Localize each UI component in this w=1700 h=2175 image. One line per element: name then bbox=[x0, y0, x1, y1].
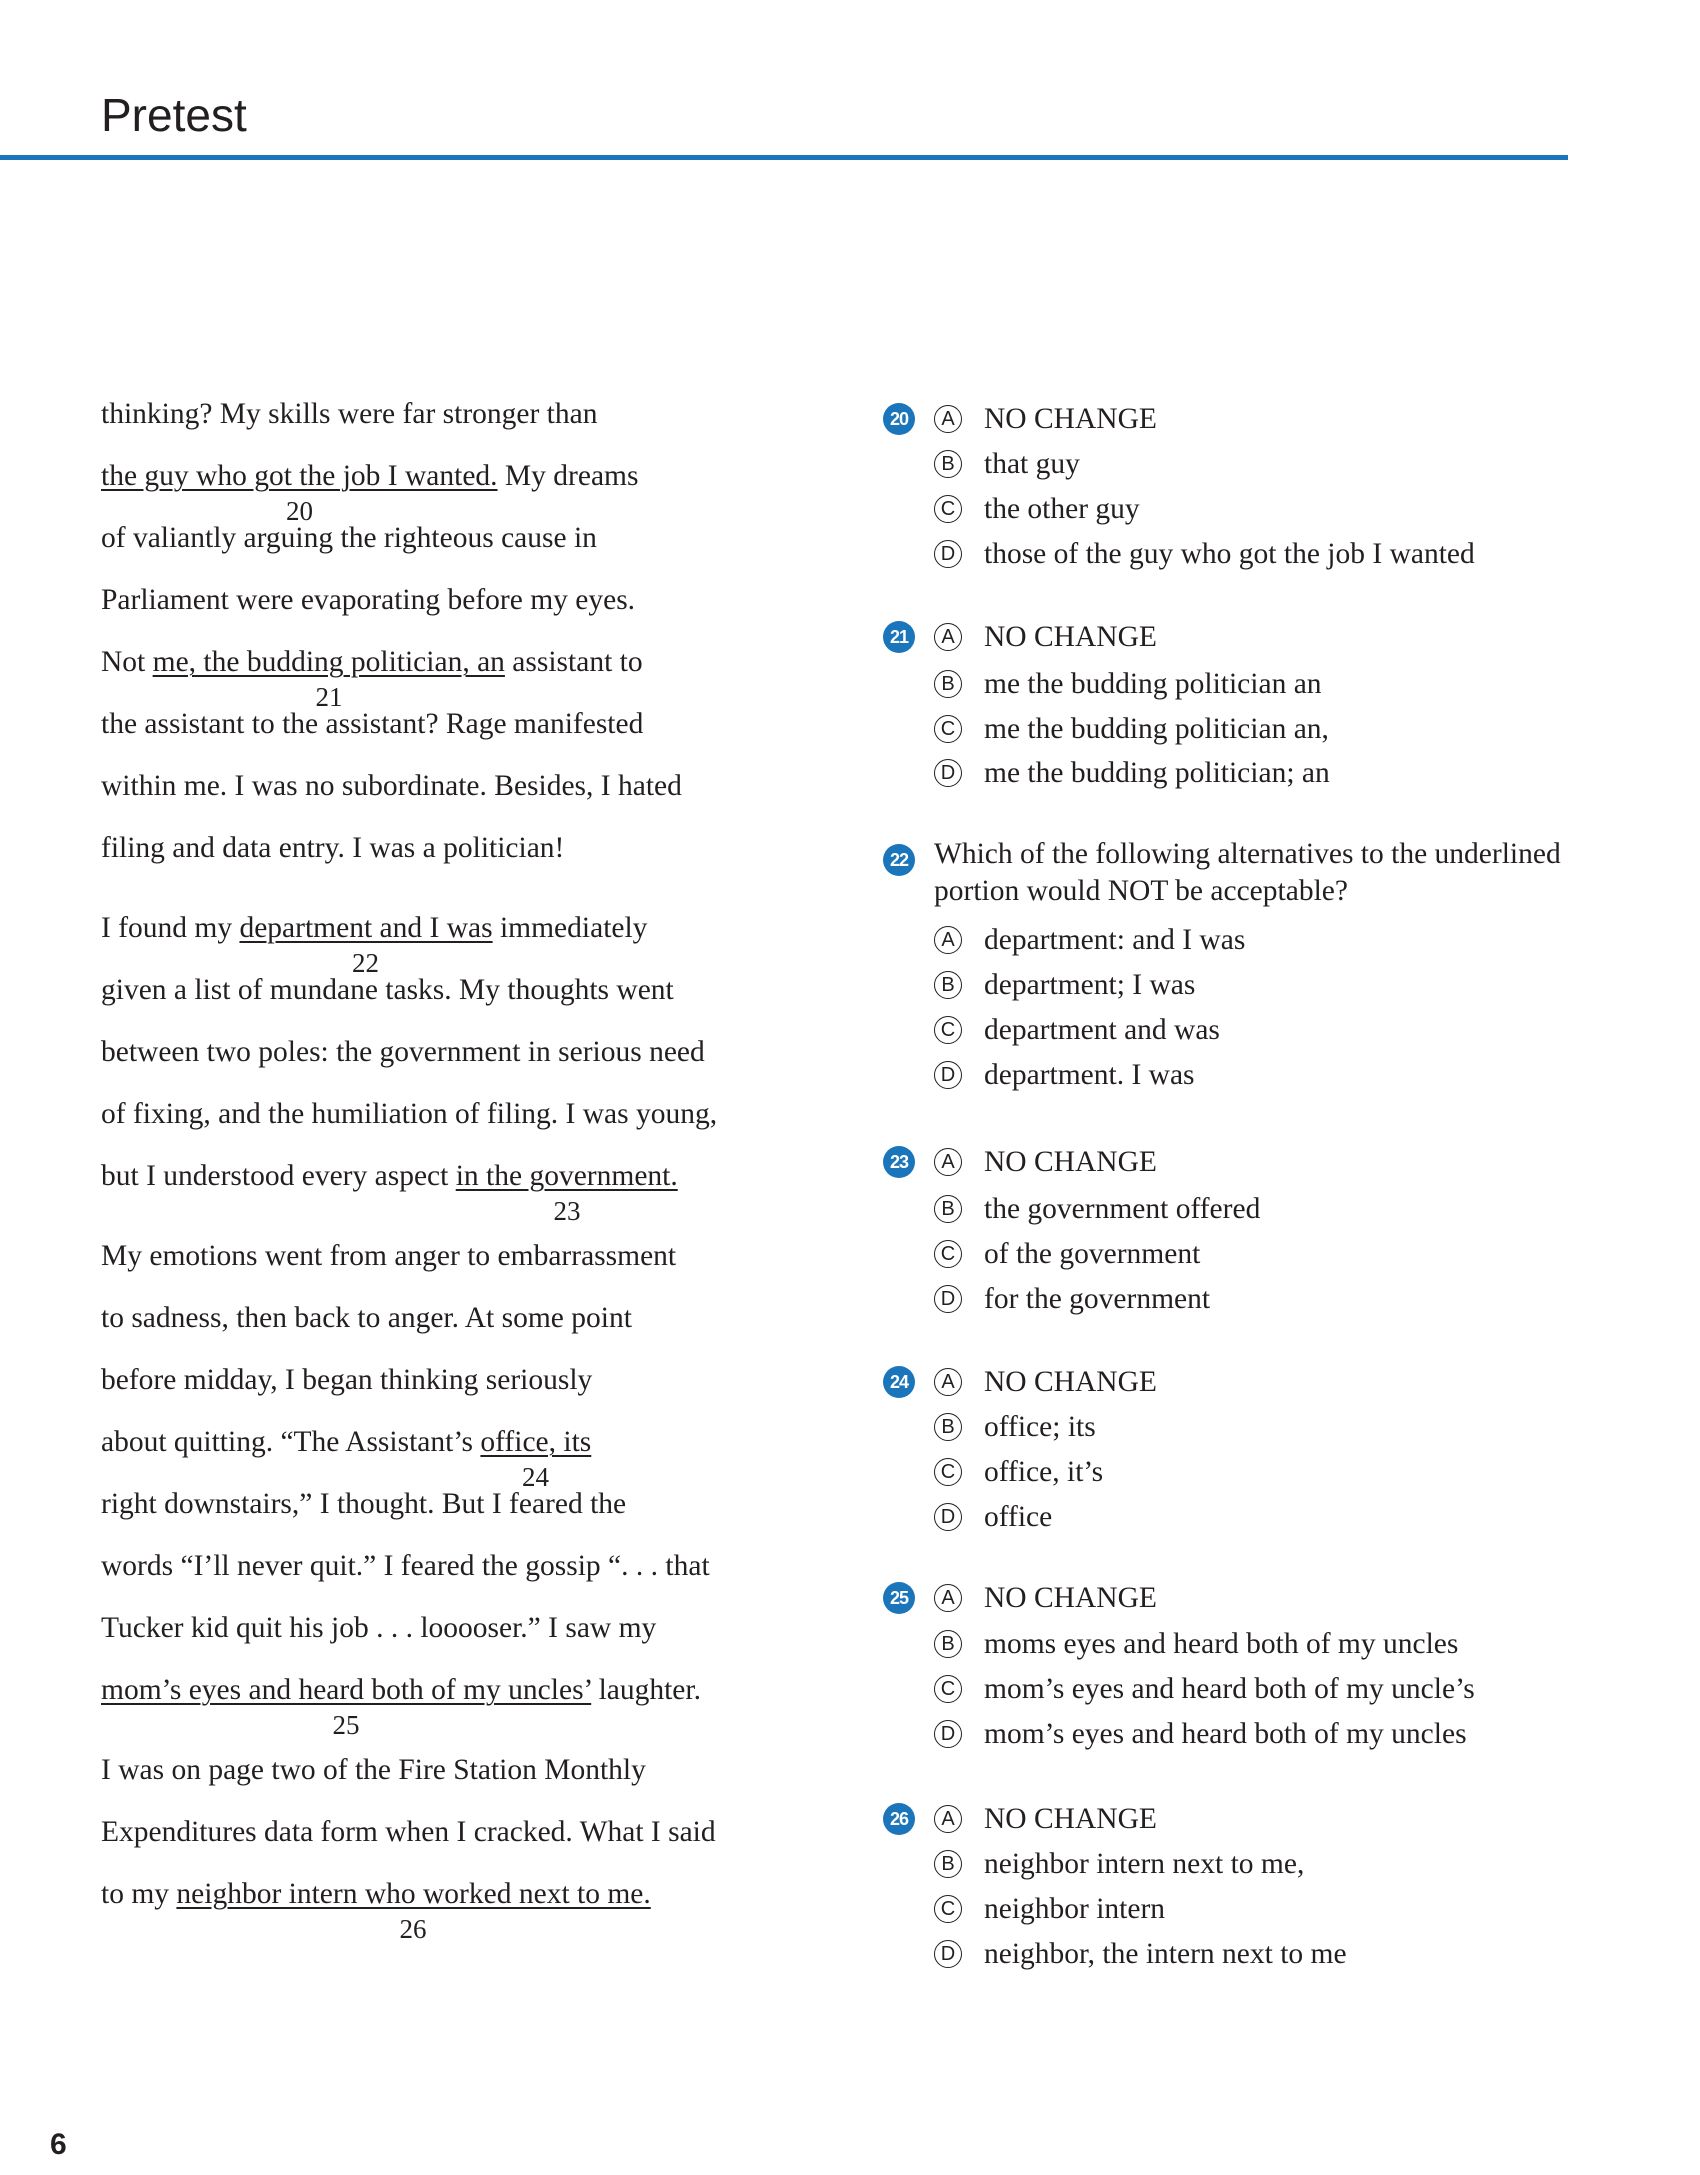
option-text: office bbox=[984, 1500, 1053, 1533]
option-letter-circle: B bbox=[934, 1850, 962, 1878]
option-letter-circle: A bbox=[934, 1368, 962, 1396]
option-text: neighbor, the intern next to me bbox=[984, 1937, 1347, 1970]
option-text: NO CHANGE bbox=[984, 402, 1157, 435]
passage-line bbox=[101, 396, 597, 432]
option-letter-circle: A bbox=[934, 405, 962, 433]
answer-option-d[interactable] bbox=[934, 536, 1475, 572]
passage-line bbox=[101, 582, 635, 618]
page-title: Pretest bbox=[101, 89, 247, 141]
answer-option-c[interactable] bbox=[934, 1454, 1103, 1490]
option-text: office, it’s bbox=[984, 1455, 1104, 1488]
option-letter-circle: B bbox=[934, 971, 962, 999]
passage-line bbox=[101, 520, 597, 556]
option-text: the other guy bbox=[984, 492, 1140, 525]
underlined-portion: mom’s eyes and heard both of my uncles’ bbox=[101, 1674, 592, 1706]
option-letter-circle: D bbox=[934, 540, 962, 568]
passage-text: Expenditures data form when I cracked. What I said bbox=[101, 1816, 716, 1848]
passage-text: Not bbox=[101, 646, 153, 678]
option-letter-circle: C bbox=[934, 1458, 962, 1486]
answer-option-a[interactable] bbox=[934, 922, 1245, 958]
passage-line bbox=[101, 1814, 716, 1850]
option-letter-circle: B bbox=[934, 1630, 962, 1658]
passage-line bbox=[101, 1238, 676, 1274]
option-text: me the budding politician; an bbox=[984, 756, 1330, 789]
option-text: me the budding politician an, bbox=[984, 712, 1329, 745]
passage-line bbox=[101, 830, 564, 866]
option-letter-circle: B bbox=[934, 450, 962, 478]
passage-line bbox=[101, 1752, 646, 1788]
question-number-badge: 21 bbox=[883, 621, 915, 653]
question-reference-number: 20 bbox=[286, 496, 313, 526]
option-letter-circle: D bbox=[934, 1285, 962, 1313]
option-letter-circle: D bbox=[934, 1503, 962, 1531]
passage-line bbox=[101, 1096, 717, 1132]
answer-option-a[interactable] bbox=[934, 1364, 1157, 1400]
option-letter-circle: C bbox=[934, 495, 962, 523]
answer-option-a[interactable] bbox=[934, 401, 1157, 437]
option-letter-circle: B bbox=[934, 670, 962, 698]
passage-text: right downstairs,” I thought. But I feared the bbox=[101, 1488, 627, 1520]
passage-text: assistant to bbox=[504, 646, 643, 678]
passage-line bbox=[101, 1034, 705, 1070]
option-letter-circle: C bbox=[934, 715, 962, 743]
question-reference-number: 22 bbox=[352, 948, 379, 978]
option-letter-circle: C bbox=[934, 1240, 962, 1268]
option-text: NO CHANGE bbox=[984, 1802, 1157, 1835]
passage-text: My dreams bbox=[497, 460, 639, 492]
option-text: those of the guy who got the job I wanted bbox=[984, 537, 1475, 570]
passage-text: Tucker kid quit his job . . . looooser.” I saw my bbox=[101, 1612, 657, 1644]
answer-option-c[interactable] bbox=[934, 1236, 1200, 1272]
passage-line bbox=[101, 458, 638, 494]
passage-text: thinking? My skills were far stronger than bbox=[101, 398, 598, 430]
passage-text: I found my bbox=[101, 912, 240, 944]
answer-option-d[interactable] bbox=[934, 1281, 1210, 1317]
option-text: mom’s eyes and heard both of my uncles bbox=[984, 1717, 1467, 1750]
question-number-badge: 23 bbox=[883, 1146, 915, 1178]
option-text: neighbor intern next to me, bbox=[984, 1847, 1305, 1880]
passage-text: between two poles: the government in serious need bbox=[101, 1036, 705, 1068]
underlined-portion: neighbor intern who worked next to me. bbox=[176, 1878, 651, 1910]
option-letter-circle: D bbox=[934, 759, 962, 787]
answer-option-b[interactable] bbox=[934, 446, 1080, 482]
option-letter-circle: A bbox=[934, 1148, 962, 1176]
passage-text: but I understood every aspect bbox=[101, 1160, 456, 1192]
passage-text: filing and data entry. I was a politician! bbox=[101, 832, 565, 864]
answer-option-c[interactable] bbox=[934, 491, 1140, 527]
answer-option-b[interactable] bbox=[934, 1626, 1458, 1662]
option-letter-circle: C bbox=[934, 1675, 962, 1703]
passage-line bbox=[101, 1300, 632, 1336]
passage-line bbox=[101, 1876, 651, 1912]
answer-option-b[interactable] bbox=[934, 1409, 1096, 1445]
option-text: department: and I was bbox=[984, 923, 1246, 956]
answer-option-b[interactable] bbox=[934, 967, 1195, 1003]
option-letter-circle: D bbox=[934, 1940, 962, 1968]
question-reference-number: 26 bbox=[399, 1914, 427, 1944]
answer-option-c[interactable] bbox=[934, 711, 1329, 747]
passage-line bbox=[101, 768, 682, 804]
option-letter-circle: A bbox=[934, 1805, 962, 1833]
answer-option-a[interactable] bbox=[934, 1801, 1157, 1837]
option-text: the government offered bbox=[984, 1192, 1261, 1225]
passage-text: to sadness, then back to anger. At some point bbox=[101, 1302, 632, 1334]
passage-line bbox=[101, 910, 647, 946]
underlined-portion: in the government. bbox=[455, 1160, 678, 1192]
option-text: moms eyes and heard both of my uncles bbox=[984, 1627, 1459, 1660]
answer-option-d[interactable] bbox=[934, 1716, 1467, 1752]
question-number-badge: 25 bbox=[883, 1582, 915, 1614]
passage-text: to my bbox=[101, 1878, 177, 1910]
passage-line bbox=[101, 1424, 591, 1460]
passage-text: My emotions went from anger to embarrassment bbox=[101, 1240, 677, 1272]
passage-text: given a list of mundane tasks. My thoughts went bbox=[101, 974, 674, 1006]
option-letter-circle: A bbox=[934, 623, 962, 651]
option-letter-circle: B bbox=[934, 1413, 962, 1441]
option-letter-circle: B bbox=[934, 1195, 962, 1223]
answer-option-c[interactable] bbox=[934, 1012, 1220, 1048]
question-reference-number: 25 bbox=[332, 1710, 360, 1740]
answer-option-d[interactable] bbox=[934, 1057, 1195, 1093]
question-number-badge: 24 bbox=[883, 1366, 915, 1398]
option-text: department; I was bbox=[984, 968, 1196, 1001]
page-number: 6 bbox=[50, 2128, 67, 2161]
option-text: me the budding politician an bbox=[984, 667, 1322, 700]
answer-option-c[interactable] bbox=[934, 1671, 1475, 1707]
question-reference-number: 24 bbox=[522, 1462, 549, 1492]
option-letter-circle: C bbox=[934, 1895, 962, 1923]
answer-option-b[interactable] bbox=[934, 1846, 1304, 1882]
passage-line bbox=[101, 972, 674, 1008]
passage-line bbox=[101, 1158, 678, 1194]
header-rule bbox=[0, 155, 1568, 160]
option-letter-circle: C bbox=[934, 1016, 962, 1044]
passage-text: of valiantly arguing the righteous cause in bbox=[101, 522, 597, 554]
answer-option-b[interactable] bbox=[934, 1191, 1260, 1227]
option-text: department. I was bbox=[984, 1058, 1195, 1091]
underlined-portion: the guy who got the job I wanted. bbox=[101, 460, 498, 492]
passage-text: of fixing, and the humiliation of filing. I was young, bbox=[101, 1098, 718, 1130]
answer-option-c[interactable] bbox=[934, 1891, 1165, 1927]
option-letter-circle: D bbox=[934, 1061, 962, 1089]
option-text: neighbor intern bbox=[984, 1892, 1166, 1925]
option-text: that guy bbox=[984, 447, 1080, 480]
answer-option-a[interactable] bbox=[934, 1580, 1157, 1616]
underlined-portion: department and I was bbox=[239, 912, 493, 944]
option-text: of the government bbox=[984, 1237, 1201, 1270]
passage-text: the assistant to the assistant? Rage manifested bbox=[101, 708, 644, 740]
passage-text: about quitting. “The Assistant’s bbox=[101, 1426, 481, 1458]
question-number-badge: 22 bbox=[883, 844, 915, 876]
option-text: NO CHANGE bbox=[984, 620, 1157, 653]
underlined-portion: office, its bbox=[480, 1426, 592, 1458]
passage-text: within me. I was no subordinate. Besides, I hated bbox=[101, 770, 682, 802]
passage-text: words “I’ll never quit.” I feared the gossip “. . . that bbox=[101, 1550, 710, 1582]
option-letter-circle: D bbox=[934, 1720, 962, 1748]
option-letter-circle: A bbox=[934, 1584, 962, 1612]
question-reference-number: 21 bbox=[315, 682, 343, 712]
answer-option-d[interactable] bbox=[934, 1936, 1347, 1972]
passage-line bbox=[101, 1362, 592, 1398]
question-reference-number: 23 bbox=[553, 1196, 581, 1226]
passage-text: laughter. bbox=[591, 1674, 701, 1706]
option-text: NO CHANGE bbox=[984, 1365, 1157, 1398]
passage-line bbox=[101, 1548, 710, 1584]
passage-text: before midday, I began thinking seriously bbox=[101, 1364, 593, 1396]
answer-option-a[interactable] bbox=[934, 619, 1157, 655]
passage-text: Parliament were evaporating before my eyes. bbox=[101, 584, 636, 616]
passage-line bbox=[101, 706, 643, 742]
question-number-badge: 26 bbox=[883, 1803, 915, 1835]
option-text: NO CHANGE bbox=[984, 1145, 1157, 1178]
option-letter-circle: A bbox=[934, 926, 962, 954]
question-number-badge: 20 bbox=[883, 403, 915, 435]
answer-option-d[interactable] bbox=[934, 1499, 1052, 1535]
passage-text: immediately bbox=[492, 912, 648, 944]
passage-line bbox=[101, 644, 643, 680]
answer-option-d[interactable] bbox=[934, 755, 1330, 791]
passage-line bbox=[101, 1672, 701, 1708]
answer-option-b[interactable] bbox=[934, 666, 1322, 702]
question-prompt: Which of the following alternatives to the underlined portion would NOT be acceptable? bbox=[934, 838, 1561, 907]
answer-option-a[interactable] bbox=[934, 1144, 1157, 1180]
passage-text: I was on page two of the Fire Station Monthly bbox=[101, 1754, 646, 1786]
option-text: mom’s eyes and heard both of my uncle’s bbox=[984, 1672, 1475, 1705]
passage-line bbox=[101, 1610, 656, 1646]
passage-line bbox=[101, 1486, 626, 1522]
option-text: office; its bbox=[984, 1410, 1096, 1443]
underlined-portion: me, the budding politician, an bbox=[152, 646, 505, 678]
option-text: for the government bbox=[984, 1282, 1211, 1315]
option-text: department and was bbox=[984, 1013, 1220, 1046]
option-text: NO CHANGE bbox=[984, 1581, 1157, 1614]
